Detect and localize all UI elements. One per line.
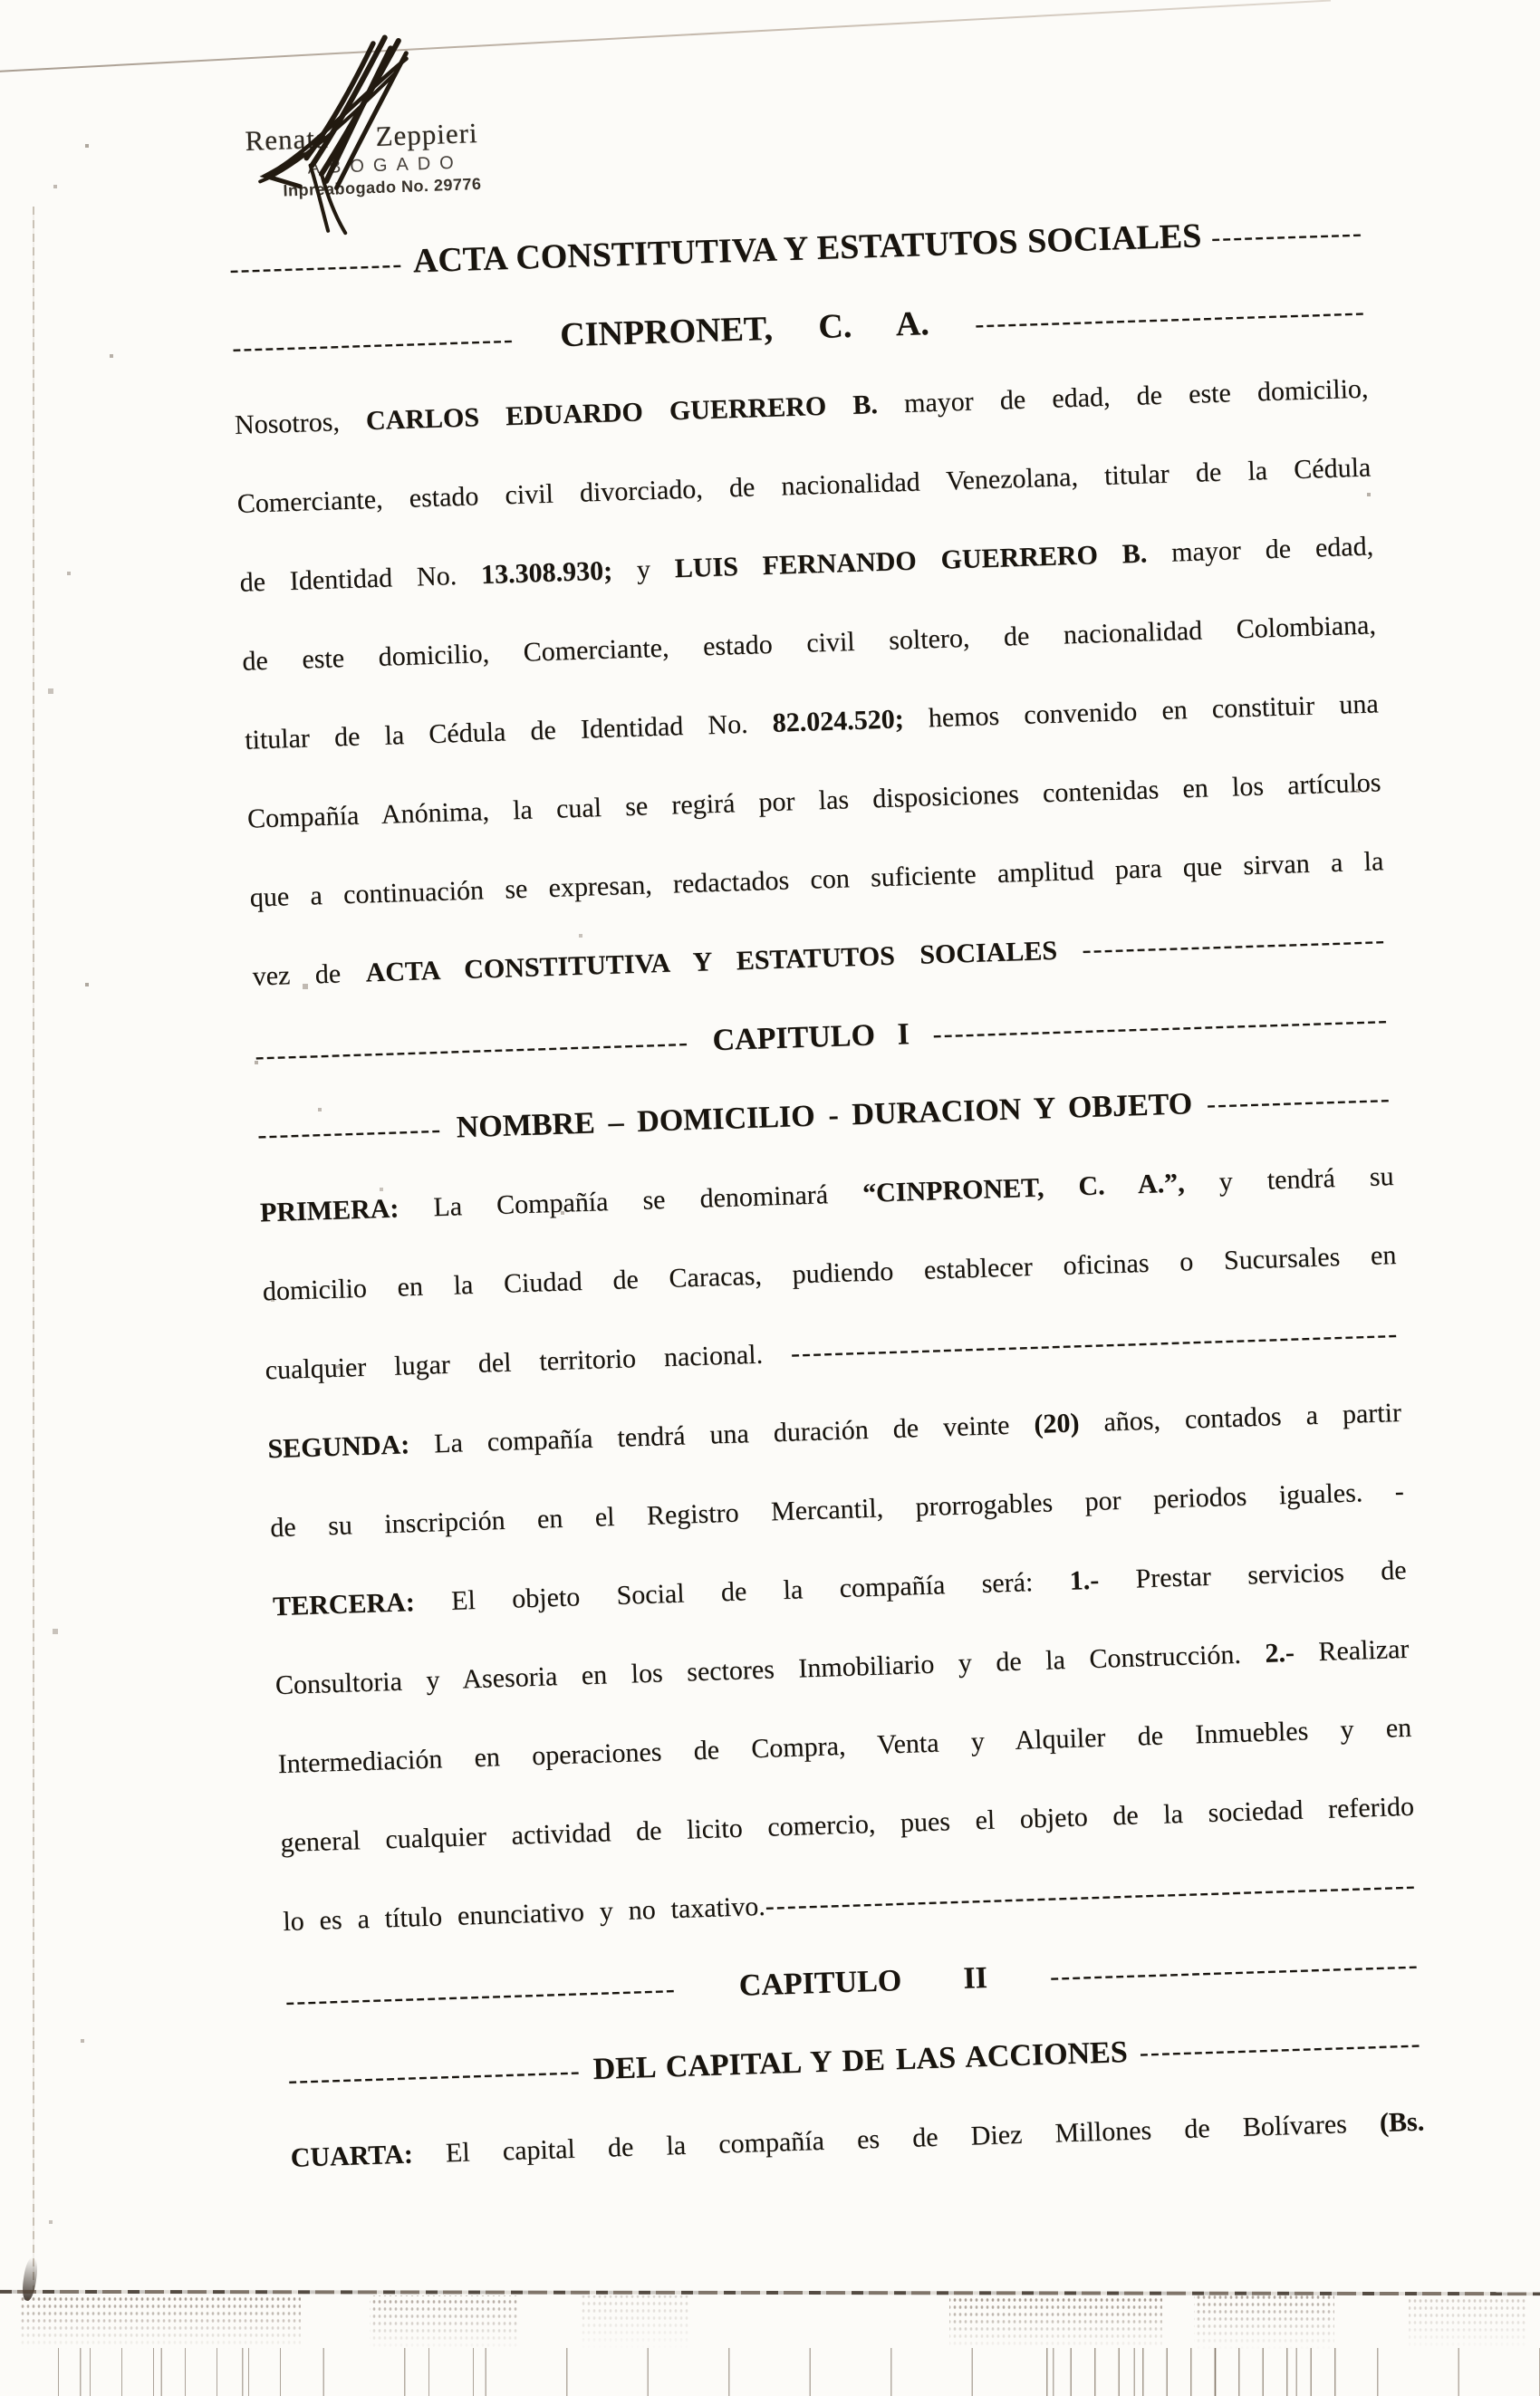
- text-segment: y tendrá su: [1184, 1161, 1394, 1198]
- dash-filler: ------------------------------------: [929, 296, 1367, 342]
- scan-noise-cluster: [1409, 2295, 1526, 2350]
- text-segment: años, contados a partir: [1078, 1397, 1402, 1439]
- dash-filler: --------------------------------------------------------: [790, 1318, 1400, 1369]
- dash-filler: --------------: [1200, 217, 1364, 254]
- stamp-name-first: Renata: [245, 121, 330, 157]
- notary-stamp: [245, 114, 546, 201]
- text-segment: 2.-: [1264, 1637, 1295, 1669]
- text-segment: de su inscripción en el Registro Mercantil, prorrogables por periodos iguales. -: [269, 1476, 1405, 1544]
- text-segment: ACTA CONSTITUTIVA Y ESTATUTOS SOCIALES: [365, 935, 1058, 988]
- scan-noise-cluster: [949, 2295, 1162, 2350]
- dash-filler: --------------------------: [231, 322, 561, 363]
- scan-noise-cluster: [1194, 2295, 1334, 2350]
- dash-filler: ---------------------------: [287, 2055, 594, 2095]
- text-segment: que a continuación se expresan, redactados con suficiente amplitud para que sirvan a la: [249, 846, 1384, 913]
- text-segment: 1.-: [1069, 1564, 1100, 1596]
- dash-filler: ------------------------------------------------------------: [765, 1870, 1418, 1921]
- text-segment: “CINPRONET, C. A.”,: [861, 1168, 1186, 1208]
- text-segment: El capital de la compañía es de Diez Millones de Bolívares: [412, 2108, 1381, 2170]
- text-segment: CUARTA:: [290, 2139, 414, 2173]
- text-segment: CAPITULO II: [738, 1960, 988, 2003]
- scan-hairlines: [1024, 2348, 1336, 2396]
- scan-noise-cluster: [370, 2295, 519, 2350]
- text-segment: vez de: [252, 957, 367, 992]
- text-segment: TERCERA:: [272, 1587, 416, 1622]
- text-segment: Compañía Anónima, la cual se regirá por las disposiciones contenidas en los artículos: [246, 767, 1381, 834]
- text-segment: CINPRONET, C. A.: [559, 304, 930, 355]
- scan-hairlines: [27, 2348, 308, 2396]
- text-segment: de Identidad No.: [239, 560, 482, 598]
- signature-scrawl: [228, 33, 444, 253]
- text-segment: NOMBRE – DOMICILIO - DURACION Y OBJETO: [456, 1087, 1193, 1145]
- scan-specks: [0, 0, 2, 2]
- text-segment: hemos convenido en constituir una: [903, 688, 1380, 735]
- text-segment: El objeto Social de la compañía será:: [414, 1565, 1071, 1618]
- scan-hairlines: [385, 2348, 507, 2396]
- stamp-registry: Inpreabogado No. 29776: [283, 174, 482, 200]
- text-segment: 13.308.930;: [480, 555, 613, 591]
- text-segment: [1056, 935, 1083, 966]
- text-segment: Nosotros,: [234, 406, 367, 440]
- dash-filler: --------------------------: [1127, 2028, 1422, 2068]
- dash-filler: ----------------------------------: [987, 1949, 1420, 1994]
- stamp-name-last: Zeppieri: [374, 117, 479, 152]
- text-segment: Consultoria y Asesoria en los sectores Inmobiliario y de la Construcción.: [274, 1638, 1266, 1701]
- text-segment: Prestar servicios de: [1098, 1554, 1408, 1595]
- text-segment: titular de la Cédula de Identidad No.: [244, 707, 774, 755]
- text-segment: 82.024.520;: [772, 704, 905, 738]
- text-segment: CAPITULO I: [711, 1017, 910, 1058]
- text-segment: lo es a título enunciativo y no taxativo.: [282, 1891, 766, 1938]
- text-segment: DEL CAPITAL Y DE LAS ACCIONES: [592, 2035, 1129, 2087]
- text-segment: mayor de edad,: [1146, 531, 1374, 569]
- text-segment: Intermediación en operaciones de Compra, Venta y Alquiler de Inmuebles y en: [277, 1712, 1412, 1780]
- dash-filler: ----------------: [228, 248, 414, 284]
- stamp-title: ABOGADO: [307, 152, 464, 178]
- text-segment: CARLOS EDUARDO GUERRERO B.: [365, 389, 879, 437]
- scan-noise-cluster: [580, 2295, 688, 2350]
- text-segment: mayor de edad, de este domicilio,: [877, 373, 1369, 419]
- document-body: [228, 192, 1426, 2198]
- dash-filler: ----------------------------------------: [254, 1026, 714, 1072]
- text-segment: domicilio en la Ciudad de Caracas, pudiendo establecer oficinas o Sucursales en: [262, 1239, 1397, 1307]
- text-segment: general cualquier actividad de licito comercio, pues el objeto de la sociedad referido: [280, 1791, 1415, 1859]
- text-segment: de este domicilio, Comerciante, estado civil soltero, de nacionalidad Colombiana,: [241, 610, 1377, 677]
- text-segment: cualquier lugar del territorio nacional.: [265, 1338, 792, 1386]
- text-segment: LUIS FERNANDO GUERRERO B.: [674, 538, 1148, 584]
- dash-filler: -----------------: [256, 1113, 457, 1150]
- text-segment: SEGUNDA:: [267, 1429, 410, 1465]
- page-edge-left: [33, 207, 34, 2292]
- text-segment: (Bs.: [1379, 2106, 1425, 2139]
- dash-filler: ------------------------------------------: [909, 1005, 1390, 1051]
- text-segment: PRIMERA:: [259, 1193, 399, 1228]
- dash-filler: ----------------------------: [1081, 925, 1387, 965]
- text-segment: ACTA CONSTITUTIVA Y ESTATUTOS SOCIALES: [412, 217, 1202, 281]
- text-segment: Comerciante, estado civil divorciado, de nacionalidad Venezolana, titular de la Cédula: [236, 452, 1372, 519]
- dash-filler: -----------------: [1191, 1083, 1392, 1121]
- text-segment: La Compañía se denominará: [398, 1178, 863, 1224]
- text-segment: La compañía tendrá una duración de veinte: [409, 1409, 1035, 1460]
- text-segment: Realizar: [1294, 1633, 1410, 1668]
- scan-noise-cluster: [20, 2295, 301, 2350]
- page-edge-top: [0, 0, 1331, 72]
- text-segment: y: [611, 553, 676, 586]
- dash-filler: ------------------------------------: [284, 1971, 740, 2016]
- text-segment: (20): [1033, 1408, 1080, 1439]
